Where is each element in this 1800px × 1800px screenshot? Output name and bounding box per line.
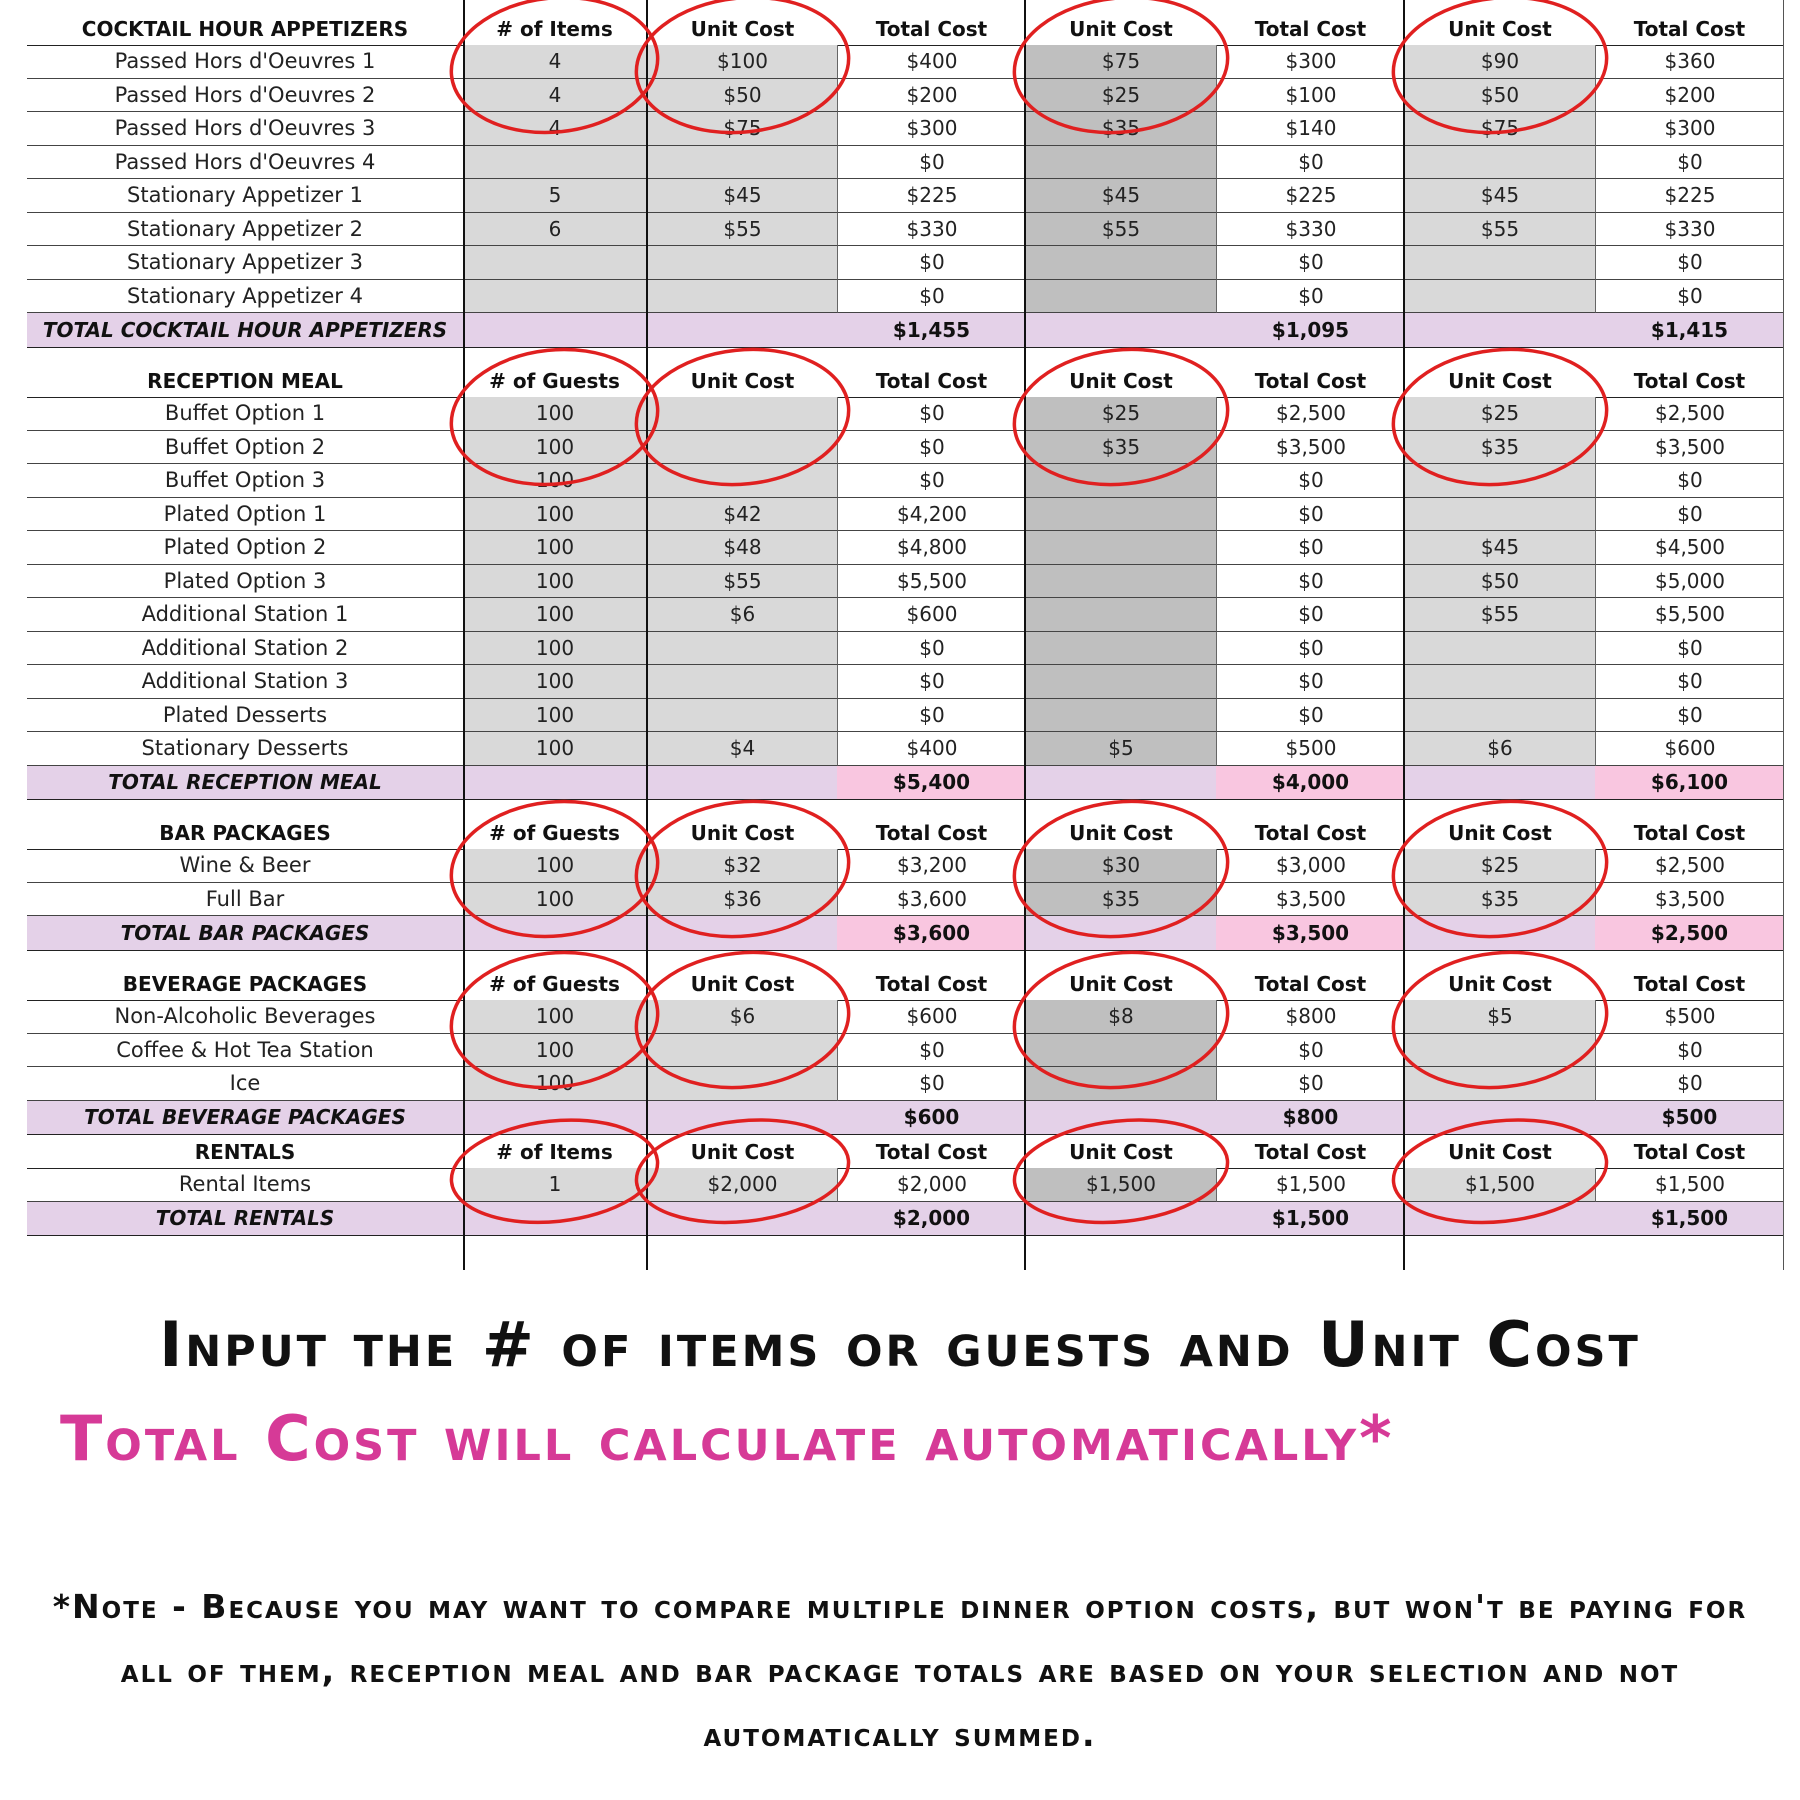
total-underline — [27, 799, 1784, 800]
column-header: Total Cost — [1633, 820, 1746, 845]
section-total-value: $800 — [1216, 1101, 1405, 1135]
total-cost-cell: $0 — [837, 146, 1026, 180]
section-total-value: $500 — [1595, 1101, 1784, 1135]
column-header: # of Items — [496, 16, 613, 41]
column-header: Total Cost — [1633, 16, 1746, 41]
row-label: Stationary Appetizer 4 — [27, 280, 463, 314]
total-cost-cell: $2,500 — [1595, 397, 1784, 431]
unit-cost-cell[interactable]: $35 — [1405, 883, 1595, 917]
row-label: Ice — [27, 1067, 463, 1101]
total-cost-cell: $0 — [1595, 632, 1784, 666]
total-spacer — [463, 313, 646, 347]
row-label: Plated Desserts — [27, 699, 463, 733]
column-header: Total Cost — [875, 368, 988, 393]
total-underline — [27, 347, 1784, 348]
total-cost-cell: $3,600 — [837, 883, 1026, 917]
unit-cost-cell[interactable] — [1026, 531, 1216, 565]
total-spacer — [648, 766, 837, 800]
unit-cost-cell[interactable] — [1405, 146, 1595, 180]
unit-cost-cell[interactable]: $6 — [648, 1000, 837, 1034]
column-header: Total Cost — [875, 1139, 988, 1164]
total-cost-cell: $1,500 — [1216, 1168, 1405, 1202]
total-cost-cell: $2,500 — [1595, 849, 1784, 883]
unit-cost-cell[interactable] — [1405, 246, 1595, 280]
quantity-cell[interactable]: 100 — [463, 849, 646, 883]
section-total-value: $2,500 — [1595, 916, 1784, 950]
option-c-divider — [1403, 0, 1405, 1270]
section-total-value: $5,400 — [837, 766, 1026, 800]
unit-cost-cell[interactable]: $2,000 — [648, 1168, 837, 1202]
section-total-value: $3,500 — [1216, 916, 1405, 950]
quantity-cell[interactable]: 100 — [463, 598, 646, 632]
total-cost-cell: $0 — [837, 246, 1026, 280]
unit-cost-cell[interactable] — [1026, 498, 1216, 532]
unit-cost-cell[interactable]: $75 — [648, 112, 837, 146]
total-cost-cell: $0 — [1595, 498, 1784, 532]
unit-cost-cell[interactable]: $55 — [1405, 213, 1595, 247]
total-cost-cell: $5,500 — [837, 565, 1026, 599]
column-header: # of Guests — [489, 820, 620, 845]
total-cost-cell: $0 — [1216, 246, 1405, 280]
total-spacer — [1026, 766, 1216, 800]
total-cost-cell: $0 — [837, 397, 1026, 431]
option-a-divider — [646, 0, 648, 1270]
section-total-value: $6,100 — [1595, 766, 1784, 800]
row-label: Buffet Option 2 — [27, 431, 463, 465]
unit-cost-cell[interactable]: $25 — [1026, 79, 1216, 113]
unit-cost-cell[interactable]: $75 — [1405, 112, 1595, 146]
column-header: Unit Cost — [1448, 971, 1552, 996]
row-label: Plated Option 2 — [27, 531, 463, 565]
unit-cost-cell[interactable] — [1405, 498, 1595, 532]
column-header: Unit Cost — [1069, 820, 1173, 845]
total-cost-cell: $0 — [1595, 699, 1784, 733]
unit-cost-cell[interactable] — [648, 280, 837, 314]
total-cost-cell: $3,000 — [1216, 849, 1405, 883]
column-header: Total Cost — [1254, 971, 1367, 996]
unit-cost-cell[interactable] — [1026, 565, 1216, 599]
section-total-value: $1,500 — [1216, 1202, 1405, 1236]
column-header: Unit Cost — [1448, 16, 1552, 41]
total-cost-cell: $0 — [837, 1034, 1026, 1068]
section-total-label: TOTAL RENTALS — [27, 1202, 463, 1236]
unit-cost-cell[interactable] — [1026, 699, 1216, 733]
unit-cost-cell[interactable]: $50 — [1405, 565, 1595, 599]
quantity-cell[interactable] — [463, 246, 646, 280]
total-cost-cell: $225 — [1595, 179, 1784, 213]
unit-cost-cell[interactable]: $25 — [1405, 849, 1595, 883]
unit-cost-cell[interactable]: $50 — [1405, 79, 1595, 113]
total-spacer — [648, 1101, 837, 1135]
unit-cost-cell[interactable] — [1405, 665, 1595, 699]
section-total-value: $1,500 — [1595, 1202, 1784, 1236]
column-header: Total Cost — [875, 820, 988, 845]
unit-cost-cell[interactable]: $32 — [648, 849, 837, 883]
column-header: Unit Cost — [690, 16, 795, 41]
total-spacer — [463, 916, 646, 950]
unit-cost-cell[interactable] — [1026, 146, 1216, 180]
quantity-cell[interactable]: 100 — [463, 1034, 646, 1068]
unit-cost-cell[interactable]: $6 — [1405, 732, 1595, 766]
unit-cost-cell[interactable] — [1405, 699, 1595, 733]
column-header: Unit Cost — [1069, 971, 1173, 996]
column-header: Unit Cost — [690, 1139, 795, 1164]
column-header: Unit Cost — [1069, 368, 1173, 393]
row-label: Passed Hors d'Oeuvres 1 — [27, 45, 463, 79]
section-total-value: $2,000 — [837, 1202, 1026, 1236]
quantity-cell[interactable]: 100 — [463, 498, 646, 532]
unit-cost-cell[interactable]: $35 — [1026, 112, 1216, 146]
total-spacer — [1405, 1101, 1595, 1135]
option-b-divider — [1024, 0, 1026, 1270]
section-total-value: $4,000 — [1216, 766, 1405, 800]
column-header: Unit Cost — [690, 368, 795, 393]
section-total-label: TOTAL COCKTAIL HOUR APPETIZERS — [27, 313, 463, 347]
total-cost-cell: $0 — [1216, 632, 1405, 666]
column-header: Unit Cost — [1448, 820, 1552, 845]
total-cost-cell: $3,500 — [1216, 431, 1405, 465]
column-header: Total Cost — [1254, 820, 1367, 845]
unit-cost-cell[interactable]: $30 — [1026, 849, 1216, 883]
unit-cost-cell[interactable] — [648, 246, 837, 280]
total-cost-cell: $500 — [1595, 1000, 1784, 1034]
column-header: Total Cost — [1254, 16, 1367, 41]
section-total-value: $1,095 — [1216, 313, 1405, 347]
total-cost-cell: $500 — [1216, 732, 1405, 766]
quantity-cell[interactable]: 4 — [463, 45, 646, 79]
unit-cost-cell[interactable]: $1,500 — [1026, 1168, 1216, 1202]
column-header: Unit Cost — [690, 971, 795, 996]
total-cost-cell: $225 — [837, 179, 1026, 213]
row-label: Buffet Option 3 — [27, 464, 463, 498]
total-cost-cell: $0 — [1595, 1067, 1784, 1101]
total-underline — [27, 950, 1784, 951]
unit-cost-cell[interactable] — [648, 1067, 837, 1101]
quantity-cell[interactable] — [463, 280, 646, 314]
unit-cost-cell[interactable]: $48 — [648, 531, 837, 565]
section-title: COCKTAIL HOUR APPETIZERS — [81, 16, 409, 41]
unit-cost-cell[interactable] — [1026, 665, 1216, 699]
row-label: Buffet Option 1 — [27, 397, 463, 431]
unit-cost-cell[interactable] — [1026, 1067, 1216, 1101]
column-header: # of Guests — [489, 368, 620, 393]
total-cost-cell: $2,500 — [1216, 397, 1405, 431]
unit-cost-cell[interactable]: $90 — [1405, 45, 1595, 79]
column-header: Total Cost — [875, 16, 988, 41]
quantity-cell[interactable]: 6 — [463, 213, 646, 247]
unit-cost-cell[interactable] — [1026, 632, 1216, 666]
row-label: Coffee & Hot Tea Station — [27, 1034, 463, 1068]
column-header: Total Cost — [1633, 971, 1746, 996]
unit-cost-cell[interactable]: $5 — [1405, 1000, 1595, 1034]
section-total-value: $1,455 — [837, 313, 1026, 347]
row-label: Stationary Appetizer 2 — [27, 213, 463, 247]
section-total-value: $600 — [837, 1101, 1026, 1135]
total-spacer — [1405, 916, 1595, 950]
total-cost-cell: $400 — [837, 45, 1026, 79]
total-cost-cell: $0 — [837, 280, 1026, 314]
row-label: Additional Station 2 — [27, 632, 463, 666]
column-header: Total Cost — [875, 971, 988, 996]
total-cost-cell: $0 — [837, 1067, 1026, 1101]
total-spacer — [463, 1101, 646, 1135]
quantity-cell[interactable]: 4 — [463, 79, 646, 113]
quantity-cell[interactable]: 100 — [463, 431, 646, 465]
quantity-cell[interactable]: 100 — [463, 565, 646, 599]
total-cost-cell: $330 — [837, 213, 1026, 247]
unit-cost-cell[interactable] — [1405, 280, 1595, 314]
total-spacer — [463, 766, 646, 800]
unit-cost-cell[interactable]: $45 — [1405, 531, 1595, 565]
section-total-value: $3,600 — [837, 916, 1026, 950]
unit-cost-cell[interactable]: $8 — [1026, 1000, 1216, 1034]
total-cost-cell: $0 — [1595, 464, 1784, 498]
quantity-cell[interactable]: 100 — [463, 531, 646, 565]
total-cost-cell: $300 — [1216, 45, 1405, 79]
total-cost-cell: $300 — [837, 112, 1026, 146]
unit-cost-cell[interactable] — [1405, 1067, 1595, 1101]
unit-cost-cell[interactable] — [1026, 464, 1216, 498]
total-cost-cell: $0 — [1216, 1034, 1405, 1068]
unit-cost-cell[interactable]: $6 — [648, 598, 837, 632]
total-cost-cell: $0 — [837, 464, 1026, 498]
right-border — [1783, 0, 1784, 1270]
total-cost-cell: $600 — [837, 598, 1026, 632]
unit-cost-cell[interactable]: $35 — [1405, 431, 1595, 465]
quantity-cell[interactable]: 100 — [463, 732, 646, 766]
total-cost-cell: $4,200 — [837, 498, 1026, 532]
unit-cost-cell[interactable]: $35 — [1026, 431, 1216, 465]
instruction-line-2: Total Cost will calculate automatically* — [60, 1402, 1395, 1475]
total-cost-cell: $800 — [1216, 1000, 1405, 1034]
total-cost-cell: $0 — [1595, 146, 1784, 180]
quantity-cell[interactable]: 100 — [463, 464, 646, 498]
row-label: Full Bar — [27, 883, 463, 917]
section-title: RENTALS — [194, 1139, 296, 1164]
quantity-cell[interactable]: 100 — [463, 632, 646, 666]
row-label: Passed Hors d'Oeuvres 4 — [27, 146, 463, 180]
total-cost-cell: $4,500 — [1595, 531, 1784, 565]
unit-cost-cell[interactable]: $42 — [648, 498, 837, 532]
unit-cost-cell[interactable]: $55 — [1026, 213, 1216, 247]
total-cost-cell: $0 — [1216, 665, 1405, 699]
total-cost-cell: $0 — [1216, 464, 1405, 498]
unit-cost-cell[interactable] — [1026, 280, 1216, 314]
total-cost-cell: $140 — [1216, 112, 1405, 146]
row-label: Stationary Desserts — [27, 732, 463, 766]
total-cost-cell: $330 — [1595, 213, 1784, 247]
total-cost-cell: $3,500 — [1216, 883, 1405, 917]
row-label: Wine & Beer — [27, 849, 463, 883]
column-header: Unit Cost — [690, 820, 795, 845]
row-label: Passed Hors d'Oeuvres 3 — [27, 112, 463, 146]
quantity-cell[interactable]: 4 — [463, 112, 646, 146]
total-spacer — [648, 916, 837, 950]
unit-cost-cell[interactable]: $45 — [648, 179, 837, 213]
row-label: Stationary Appetizer 3 — [27, 246, 463, 280]
total-cost-cell: $0 — [1216, 146, 1405, 180]
column-header: Unit Cost — [1448, 1139, 1552, 1164]
unit-cost-cell[interactable] — [648, 464, 837, 498]
total-underline — [27, 1235, 1784, 1236]
total-cost-cell: $0 — [837, 699, 1026, 733]
unit-cost-cell[interactable] — [1405, 464, 1595, 498]
total-cost-cell: $5,000 — [1595, 565, 1784, 599]
total-cost-cell: $4,800 — [837, 531, 1026, 565]
total-cost-cell: $0 — [1595, 1034, 1784, 1068]
section-total-value: $1,415 — [1595, 313, 1784, 347]
total-cost-cell: $0 — [837, 665, 1026, 699]
total-cost-cell: $100 — [1216, 79, 1405, 113]
quantity-cell[interactable]: 100 — [463, 397, 646, 431]
column-header: # of Guests — [489, 971, 620, 996]
unit-cost-cell[interactable] — [1026, 1034, 1216, 1068]
total-cost-cell: $3,500 — [1595, 431, 1784, 465]
quantity-cell[interactable] — [463, 146, 646, 180]
section-title: BAR PACKAGES — [159, 820, 331, 845]
unit-cost-cell[interactable] — [648, 431, 837, 465]
quantity-cell[interactable]: 100 — [463, 665, 646, 699]
unit-cost-cell[interactable]: $75 — [1026, 45, 1216, 79]
quantity-cell[interactable]: 1 — [463, 1168, 646, 1202]
total-cost-cell: $0 — [1216, 498, 1405, 532]
unit-cost-cell[interactable]: $55 — [648, 565, 837, 599]
total-spacer — [1405, 313, 1595, 347]
unit-cost-cell[interactable]: $45 — [1026, 179, 1216, 213]
section-title: RECEPTION MEAL — [147, 368, 343, 393]
unit-cost-cell[interactable] — [648, 632, 837, 666]
total-cost-cell: $2,000 — [837, 1168, 1026, 1202]
section-total-label: TOTAL BAR PACKAGES — [27, 916, 463, 950]
unit-cost-cell[interactable]: $50 — [648, 79, 837, 113]
row-label: Plated Option 3 — [27, 565, 463, 599]
unit-cost-cell[interactable]: $100 — [648, 45, 837, 79]
total-cost-cell: $1,500 — [1595, 1168, 1784, 1202]
instruction-line-1: Input the # of items or guests and Unit Cost — [159, 1308, 1641, 1381]
column-header: Unit Cost — [1069, 16, 1173, 41]
section-title: BEVERAGE PACKAGES — [122, 971, 368, 996]
column-header: # of Items — [496, 1139, 613, 1164]
column-header: Total Cost — [1254, 368, 1367, 393]
unit-cost-cell[interactable]: $25 — [1026, 397, 1216, 431]
total-cost-cell: $0 — [1216, 598, 1405, 632]
total-spacer — [1405, 766, 1595, 800]
total-cost-cell: $3,200 — [837, 849, 1026, 883]
unit-cost-cell[interactable] — [648, 146, 837, 180]
total-cost-cell: $0 — [837, 632, 1026, 666]
unit-cost-cell[interactable]: $4 — [648, 732, 837, 766]
unit-cost-cell[interactable]: $25 — [1405, 397, 1595, 431]
column-header: Unit Cost — [1069, 1139, 1173, 1164]
unit-cost-cell[interactable] — [1026, 246, 1216, 280]
row-label: Additional Station 3 — [27, 665, 463, 699]
quantity-cell[interactable]: 100 — [463, 1067, 646, 1101]
section-total-label: TOTAL BEVERAGE PACKAGES — [27, 1101, 463, 1135]
instructions-panel — [0, 1270, 1800, 1800]
total-cost-cell: $300 — [1595, 112, 1784, 146]
quantity-cell[interactable]: 100 — [463, 1000, 646, 1034]
unit-cost-cell[interactable]: $36 — [648, 883, 837, 917]
quantity-cell[interactable]: 5 — [463, 179, 646, 213]
unit-cost-cell[interactable]: $55 — [648, 213, 837, 247]
total-cost-cell: $360 — [1595, 45, 1784, 79]
column-header: Total Cost — [1254, 1139, 1367, 1164]
unit-cost-cell[interactable]: $5 — [1026, 732, 1216, 766]
total-cost-cell: $0 — [1595, 246, 1784, 280]
total-cost-cell: $200 — [837, 79, 1026, 113]
quantity-cell[interactable]: 100 — [463, 883, 646, 917]
count-column-divider — [463, 0, 465, 1270]
total-spacer — [1405, 1202, 1595, 1236]
unit-cost-cell[interactable] — [1026, 598, 1216, 632]
unit-cost-cell[interactable] — [1405, 1034, 1595, 1068]
total-cost-cell: $0 — [1216, 699, 1405, 733]
total-cost-cell: $3,500 — [1595, 883, 1784, 917]
total-cost-cell: $5,500 — [1595, 598, 1784, 632]
total-cost-cell: $225 — [1216, 179, 1405, 213]
total-cost-cell: $0 — [1595, 280, 1784, 314]
total-spacer — [463, 1202, 646, 1236]
total-cost-cell: $0 — [1595, 665, 1784, 699]
row-label: Additional Station 1 — [27, 598, 463, 632]
total-cost-cell: $600 — [1595, 732, 1784, 766]
unit-cost-cell[interactable]: $1,500 — [1405, 1168, 1595, 1202]
total-cost-cell: $0 — [1216, 1067, 1405, 1101]
total-spacer — [648, 313, 837, 347]
total-spacer — [1026, 313, 1216, 347]
unit-cost-cell[interactable] — [648, 699, 837, 733]
row-label: Passed Hors d'Oeuvres 2 — [27, 79, 463, 113]
total-spacer — [1026, 1101, 1216, 1135]
unit-cost-cell[interactable] — [648, 397, 837, 431]
unit-cost-cell[interactable]: $55 — [1405, 598, 1595, 632]
section-total-label: TOTAL RECEPTION MEAL — [27, 766, 463, 800]
total-cost-cell: $330 — [1216, 213, 1405, 247]
column-header: Unit Cost — [1448, 368, 1552, 393]
column-header: Total Cost — [1633, 1139, 1746, 1164]
total-cost-cell: $200 — [1595, 79, 1784, 113]
total-spacer — [648, 1202, 837, 1236]
total-cost-cell: $0 — [1216, 565, 1405, 599]
quantity-cell[interactable]: 100 — [463, 699, 646, 733]
footnote: *Note - Because you may want to compare multiple dinner option costs, but won't be paying for all of them, reception meal and bar package totals are based on your selection and not automatically summed. — [52, 1587, 1748, 1754]
unit-cost-cell[interactable]: $45 — [1405, 179, 1595, 213]
total-cost-cell: $0 — [1216, 280, 1405, 314]
unit-cost-cell[interactable] — [648, 1034, 837, 1068]
row-label: Rental Items — [27, 1168, 463, 1202]
total-spacer — [1026, 916, 1216, 950]
row-label: Non-Alcoholic Beverages — [27, 1000, 463, 1034]
total-cost-cell: $0 — [1216, 531, 1405, 565]
total-cost-cell: $0 — [837, 431, 1026, 465]
row-label: Plated Option 1 — [27, 498, 463, 532]
unit-cost-cell[interactable] — [648, 665, 837, 699]
total-cost-cell: $600 — [837, 1000, 1026, 1034]
column-header: Total Cost — [1633, 368, 1746, 393]
total-cost-cell: $400 — [837, 732, 1026, 766]
unit-cost-cell[interactable]: $35 — [1026, 883, 1216, 917]
row-label: Stationary Appetizer 1 — [27, 179, 463, 213]
total-spacer — [1026, 1202, 1216, 1236]
unit-cost-cell[interactable] — [1405, 632, 1595, 666]
